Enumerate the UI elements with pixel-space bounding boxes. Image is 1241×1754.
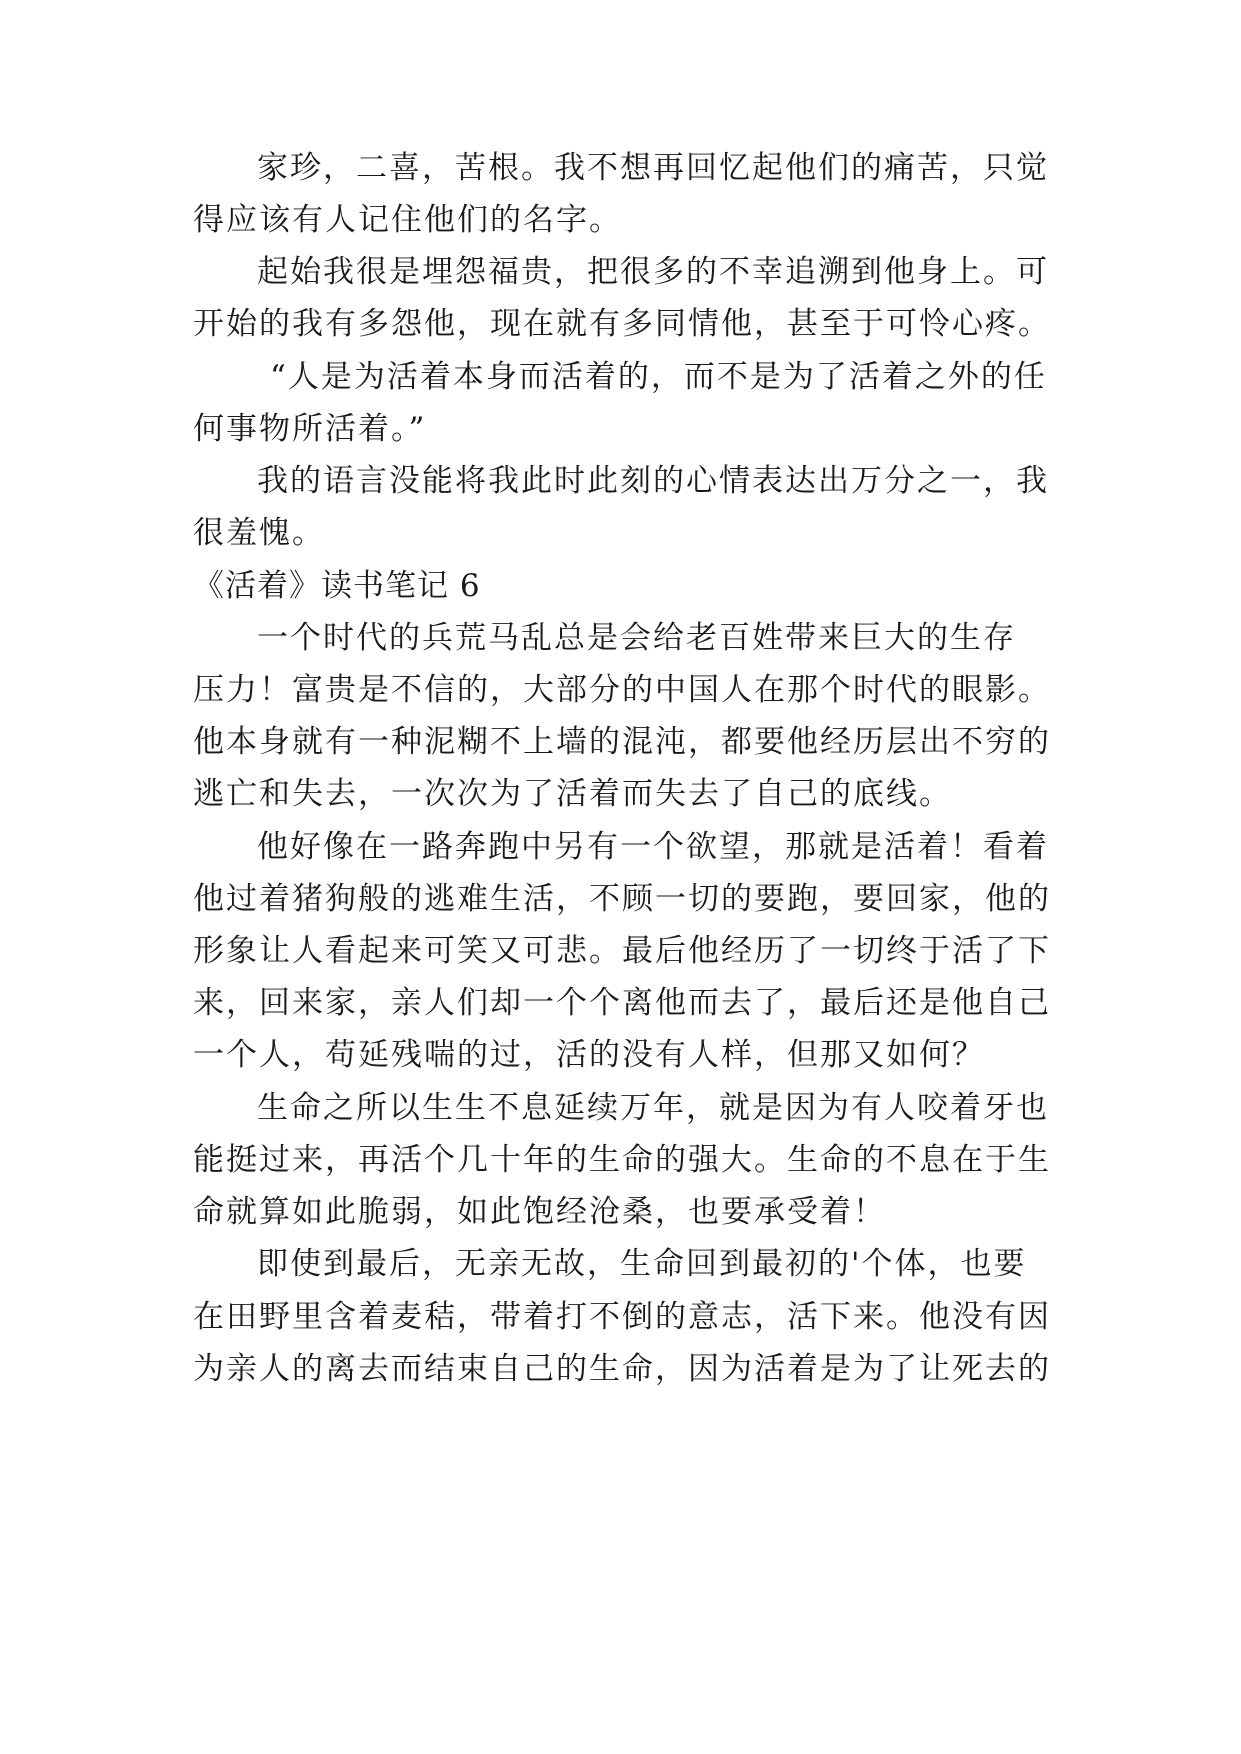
paragraph-line: 他好像在一路奔跑中另有一个欲望，那就是活着！看着 [257,829,1049,865]
paragraph-line: 一个人，苟延残喘的过，活的没有人样，但那又如何？ [193,1037,985,1073]
quote-line: 何事物所活着。” [193,411,427,447]
paragraph-line: 我的语言没能将我此时此刻的心情表达出万分之一，我 [257,463,1049,499]
paragraph-line: 生命之所以生生不息延续万年，就是因为有人咬着牙也 [257,1090,1049,1126]
paragraph-line: 压力！富贵是不信的，大部分的中国人在那个时代的眼影。 [193,672,1051,708]
paragraph-line: 为亲人的离去而结束自己的生命，因为活着是为了让死去的 [193,1351,1051,1387]
section-heading: 《活着》读书笔记 6 [193,568,481,604]
paragraph-line: 他过着猪狗般的逃难生活，不顾一切的要跑，要回家，他的 [193,881,1051,917]
paragraph-line: 很羞愧。 [193,515,325,551]
paragraph-line: 家珍，二喜，苦根。我不想再回忆起他们的痛苦，只觉 [257,150,1049,186]
quote-line: “人是为活着本身而活着的，而不是为了活着之外的任 [270,359,1047,395]
paragraph-line: 逃亡和失去，一次次为了活着而失去了自己的底线。 [193,776,952,812]
paragraph-line: 起始我很是埋怨福贵，把很多的不幸追溯到他身上。可 [257,254,1049,290]
paragraph-line: 开始的我有多怨他，现在就有多同情他，甚至于可怜心疼。 [193,306,1051,342]
paragraph-line: 在田野里含着麦秸，带着打不倒的意志，活下来。他没有因 [193,1299,1051,1335]
paragraph-line: 形象让人看起来可笑又可悲。最后他经历了一切终于活了下 [193,933,1051,969]
paragraph-line: 来，回来家，亲人们却一个个离他而去了，最后还是他自己 [193,985,1051,1021]
paragraph-line: 能挺过来，再活个几十年的生命的强大。生命的不息在于生 [193,1142,1051,1178]
paragraph-line: 得应该有人记住他们的名字。 [193,202,622,238]
paragraph-line: 命就算如此脆弱，如此饱经沧桑，也要承受着！ [193,1194,886,1230]
paragraph-line: 一个时代的兵荒马乱总是会给老百姓带来巨大的生存 [257,620,1016,656]
paragraph-line: 即使到最后，无亲无故，生命回到最初的'个体，也要 [257,1246,1027,1282]
paragraph-line: 他本身就有一种泥糊不上墙的混沌，都要他经历层出不穷的 [193,724,1051,760]
